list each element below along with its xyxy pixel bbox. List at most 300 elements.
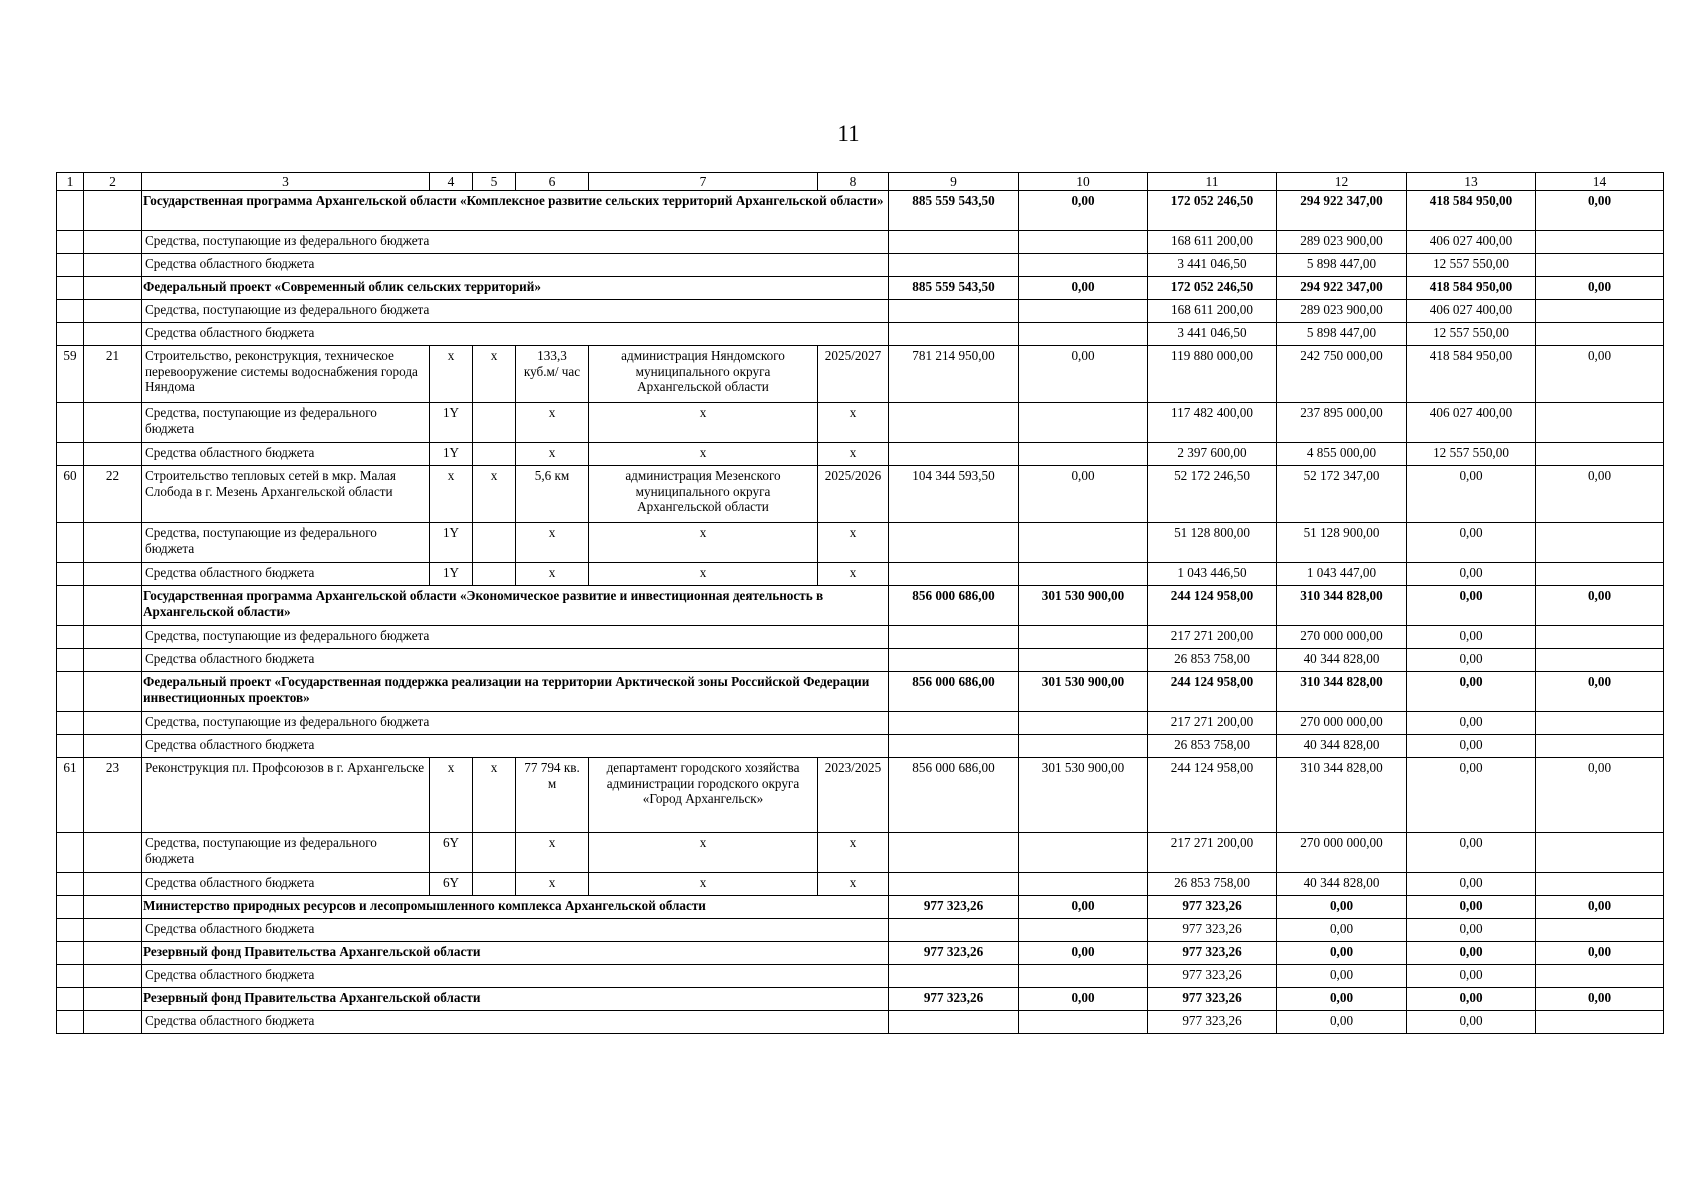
funding-source-label: Средства областного бюджета bbox=[142, 649, 889, 672]
capacity-cell: 133,3 куб.м/ час bbox=[516, 346, 589, 403]
amount-cell: 310 344 828,00 bbox=[1277, 672, 1407, 712]
table-row bbox=[57, 919, 1664, 942]
object-number-cell bbox=[84, 563, 142, 586]
amount-cell: 51 128 900,00 bbox=[1277, 523, 1407, 563]
amount-cell bbox=[889, 873, 1019, 896]
amount-cell: 3 441 046,50 bbox=[1148, 254, 1277, 277]
object-number-cell bbox=[84, 942, 142, 965]
budget-table bbox=[56, 172, 1664, 1034]
amount-cell: 0,00 bbox=[1407, 1011, 1536, 1034]
row-number-cell bbox=[57, 443, 84, 466]
amount-cell: 0,00 bbox=[1407, 626, 1536, 649]
funding-source-label: Средства, поступающие из федерального бюджета bbox=[142, 833, 430, 873]
object-number-cell bbox=[84, 712, 142, 735]
amount-cell: 0,00 bbox=[1407, 672, 1536, 712]
table-row bbox=[57, 649, 1664, 672]
table-row bbox=[57, 323, 1664, 346]
amount-cell: 0,00 bbox=[1019, 191, 1148, 231]
amount-cell bbox=[889, 965, 1019, 988]
amount-cell: 0,00 bbox=[1407, 942, 1536, 965]
amount-cell: 0,00 bbox=[1019, 277, 1148, 300]
amount-cell bbox=[1019, 443, 1148, 466]
amount-cell bbox=[1019, 735, 1148, 758]
amount-cell bbox=[1019, 1011, 1148, 1034]
amount-cell: 117 482 400,00 bbox=[1148, 403, 1277, 443]
funding-source-label: Средства, поступающие из федерального бюджета bbox=[142, 231, 889, 254]
amount-cell: 0,00 bbox=[1536, 942, 1664, 965]
amount-cell bbox=[1536, 403, 1664, 443]
amount-cell: 0,00 bbox=[1536, 672, 1664, 712]
amount-cell bbox=[1536, 323, 1664, 346]
amount-cell: 310 344 828,00 bbox=[1277, 586, 1407, 626]
period-cell: x bbox=[818, 873, 889, 896]
amount-cell: 12 557 550,00 bbox=[1407, 323, 1536, 346]
row-number-cell bbox=[57, 649, 84, 672]
amount-cell: 406 027 400,00 bbox=[1407, 231, 1536, 254]
amount-cell bbox=[889, 523, 1019, 563]
section-title: Государственная программа Архангельской области «Комплексное развитие сельских территорий Архангельской области» bbox=[142, 191, 889, 231]
funding-source-label: Средства областного бюджета bbox=[142, 735, 889, 758]
table-row bbox=[57, 873, 1664, 896]
amount-cell: 0,00 bbox=[1407, 712, 1536, 735]
table-row bbox=[57, 1011, 1664, 1034]
table-row bbox=[57, 277, 1664, 300]
amount-cell: 0,00 bbox=[1536, 466, 1664, 523]
column-number: 11 bbox=[1148, 173, 1277, 191]
amount-cell: 244 124 958,00 bbox=[1148, 672, 1277, 712]
amount-cell: 1 043 446,50 bbox=[1148, 563, 1277, 586]
amount-cell bbox=[1536, 231, 1664, 254]
amount-cell bbox=[1536, 254, 1664, 277]
code-cell bbox=[473, 873, 516, 896]
amount-cell bbox=[1019, 873, 1148, 896]
code-cell: 1Y bbox=[430, 443, 473, 466]
customer-cell: x bbox=[589, 833, 818, 873]
amount-cell: 217 271 200,00 bbox=[1148, 626, 1277, 649]
amount-cell bbox=[889, 626, 1019, 649]
table-row bbox=[57, 231, 1664, 254]
amount-cell: 977 323,26 bbox=[889, 988, 1019, 1011]
table-row bbox=[57, 965, 1664, 988]
customer-cell: x bbox=[589, 523, 818, 563]
amount-cell: 168 611 200,00 bbox=[1148, 231, 1277, 254]
amount-cell: 856 000 686,00 bbox=[889, 758, 1019, 833]
amount-cell: 0,00 bbox=[1277, 896, 1407, 919]
table-row bbox=[57, 443, 1664, 466]
amount-cell: 26 853 758,00 bbox=[1148, 649, 1277, 672]
amount-cell: 0,00 bbox=[1407, 919, 1536, 942]
amount-cell: 26 853 758,00 bbox=[1148, 735, 1277, 758]
column-number: 13 bbox=[1407, 173, 1536, 191]
amount-cell bbox=[1536, 833, 1664, 873]
amount-cell: 977 323,26 bbox=[1148, 988, 1277, 1011]
amount-cell: 0,00 bbox=[1407, 873, 1536, 896]
table-row bbox=[57, 254, 1664, 277]
amount-cell: 0,00 bbox=[1536, 988, 1664, 1011]
amount-cell: 0,00 bbox=[1536, 758, 1664, 833]
amount-cell: 289 023 900,00 bbox=[1277, 300, 1407, 323]
amount-cell bbox=[889, 919, 1019, 942]
row-number-cell bbox=[57, 323, 84, 346]
row-number-cell bbox=[57, 231, 84, 254]
amount-cell: 12 557 550,00 bbox=[1407, 254, 1536, 277]
amount-cell: 0,00 bbox=[1019, 988, 1148, 1011]
period-cell: 2025/2027 bbox=[818, 346, 889, 403]
object-number-cell bbox=[84, 735, 142, 758]
amount-cell bbox=[1019, 919, 1148, 942]
customer-cell: x bbox=[589, 443, 818, 466]
customer-cell: x bbox=[589, 563, 818, 586]
amount-cell bbox=[1019, 833, 1148, 873]
amount-cell: 977 323,26 bbox=[1148, 965, 1277, 988]
row-number-cell bbox=[57, 833, 84, 873]
table-row bbox=[57, 191, 1664, 231]
amount-cell: 406 027 400,00 bbox=[1407, 403, 1536, 443]
amount-cell bbox=[1536, 1011, 1664, 1034]
column-number: 14 bbox=[1536, 173, 1664, 191]
funding-source-label: Средства, поступающие из федерального бюджета bbox=[142, 300, 889, 323]
amount-cell: 0,00 bbox=[1019, 896, 1148, 919]
amount-cell: 294 922 347,00 bbox=[1277, 191, 1407, 231]
amount-cell: 0,00 bbox=[1277, 988, 1407, 1011]
object-number-cell bbox=[84, 626, 142, 649]
column-number: 7 bbox=[589, 173, 818, 191]
amount-cell: 856 000 686,00 bbox=[889, 586, 1019, 626]
column-number-row bbox=[57, 173, 1664, 191]
amount-cell: 172 052 246,50 bbox=[1148, 277, 1277, 300]
amount-cell: 289 023 900,00 bbox=[1277, 231, 1407, 254]
row-number-cell bbox=[57, 586, 84, 626]
section-title: Государственная программа Архангельской области «Экономическое развитие и инвестиционная деятельность в Архангельской области» bbox=[142, 586, 889, 626]
amount-cell: 0,00 bbox=[1277, 1011, 1407, 1034]
customer-cell: администрация Мезенского муниципального округа Архангельской области bbox=[589, 466, 818, 523]
amount-cell: 301 530 900,00 bbox=[1019, 758, 1148, 833]
amount-cell bbox=[1536, 300, 1664, 323]
funding-source-label: Средства областного бюджета bbox=[142, 1011, 889, 1034]
amount-cell: 418 584 950,00 bbox=[1407, 277, 1536, 300]
amount-cell: 0,00 bbox=[1407, 965, 1536, 988]
amount-cell bbox=[1536, 735, 1664, 758]
amount-cell: 172 052 246,50 bbox=[1148, 191, 1277, 231]
amount-cell bbox=[889, 231, 1019, 254]
amount-cell bbox=[889, 833, 1019, 873]
row-number-cell bbox=[57, 672, 84, 712]
column-number: 6 bbox=[516, 173, 589, 191]
code-cell: 1Y bbox=[430, 523, 473, 563]
amount-cell: 0,00 bbox=[1536, 586, 1664, 626]
table-row bbox=[57, 626, 1664, 649]
amount-cell bbox=[1019, 563, 1148, 586]
code-cell: 1Y bbox=[430, 563, 473, 586]
period-cell: x bbox=[818, 443, 889, 466]
code-cell bbox=[473, 563, 516, 586]
amount-cell: 2 397 600,00 bbox=[1148, 443, 1277, 466]
code-cell: x bbox=[430, 346, 473, 403]
row-number-cell bbox=[57, 563, 84, 586]
amount-cell: 0,00 bbox=[1536, 191, 1664, 231]
capacity-cell: x bbox=[516, 523, 589, 563]
amount-cell bbox=[889, 563, 1019, 586]
amount-cell: 40 344 828,00 bbox=[1277, 735, 1407, 758]
period-cell: x bbox=[818, 523, 889, 563]
code-cell bbox=[473, 523, 516, 563]
period-cell: x bbox=[818, 403, 889, 443]
amount-cell bbox=[1019, 626, 1148, 649]
funding-source-label: Средства областного бюджета bbox=[142, 254, 889, 277]
table-row bbox=[57, 403, 1664, 443]
code-cell bbox=[473, 443, 516, 466]
amount-cell bbox=[1019, 323, 1148, 346]
object-number-cell bbox=[84, 300, 142, 323]
amount-cell: 0,00 bbox=[1407, 735, 1536, 758]
capacity-cell: x bbox=[516, 873, 589, 896]
table-row bbox=[57, 563, 1664, 586]
row-number-cell: 59 bbox=[57, 346, 84, 403]
amount-cell: 0,00 bbox=[1407, 896, 1536, 919]
row-number-cell bbox=[57, 896, 84, 919]
funding-source-label: Средства, поступающие из федерального бюджета bbox=[142, 626, 889, 649]
amount-cell: 0,00 bbox=[1407, 649, 1536, 672]
amount-cell: 310 344 828,00 bbox=[1277, 758, 1407, 833]
table-row bbox=[57, 300, 1664, 323]
column-number: 9 bbox=[889, 173, 1019, 191]
period-cell: 2023/2025 bbox=[818, 758, 889, 833]
amount-cell bbox=[889, 735, 1019, 758]
amount-cell: 5 898 447,00 bbox=[1277, 323, 1407, 346]
row-number-cell: 61 bbox=[57, 758, 84, 833]
object-number-cell bbox=[84, 191, 142, 231]
row-number-cell bbox=[57, 191, 84, 231]
amount-cell: 237 895 000,00 bbox=[1277, 403, 1407, 443]
amount-cell: 0,00 bbox=[1277, 942, 1407, 965]
table-row bbox=[57, 942, 1664, 965]
amount-cell: 51 128 800,00 bbox=[1148, 523, 1277, 563]
amount-cell: 977 323,26 bbox=[1148, 1011, 1277, 1034]
amount-cell: 0,00 bbox=[1407, 758, 1536, 833]
amount-cell bbox=[889, 300, 1019, 323]
amount-cell: 0,00 bbox=[1407, 466, 1536, 523]
amount-cell: 0,00 bbox=[1277, 919, 1407, 942]
object-number-cell bbox=[84, 231, 142, 254]
column-number: 1 bbox=[57, 173, 84, 191]
row-number-cell bbox=[57, 1011, 84, 1034]
row-number-cell bbox=[57, 735, 84, 758]
amount-cell: 3 441 046,50 bbox=[1148, 323, 1277, 346]
amount-cell: 856 000 686,00 bbox=[889, 672, 1019, 712]
column-number: 5 bbox=[473, 173, 516, 191]
object-number-cell bbox=[84, 965, 142, 988]
amount-cell: 12 557 550,00 bbox=[1407, 443, 1536, 466]
row-number-cell bbox=[57, 626, 84, 649]
period-cell: 2025/2026 bbox=[818, 466, 889, 523]
amount-cell bbox=[1019, 649, 1148, 672]
amount-cell bbox=[889, 443, 1019, 466]
amount-cell: 781 214 950,00 bbox=[889, 346, 1019, 403]
amount-cell: 885 559 543,50 bbox=[889, 191, 1019, 231]
column-number: 12 bbox=[1277, 173, 1407, 191]
amount-cell bbox=[889, 323, 1019, 346]
amount-cell: 217 271 200,00 bbox=[1148, 833, 1277, 873]
amount-cell bbox=[1536, 563, 1664, 586]
amount-cell: 0,00 bbox=[1407, 563, 1536, 586]
object-number-cell bbox=[84, 523, 142, 563]
row-number-cell: 60 bbox=[57, 466, 84, 523]
amount-cell: 0,00 bbox=[1019, 942, 1148, 965]
period-cell: x bbox=[818, 833, 889, 873]
section-title: Резервный фонд Правительства Архангельской области bbox=[142, 988, 889, 1011]
amount-cell bbox=[1019, 231, 1148, 254]
amount-cell: 0,00 bbox=[1407, 833, 1536, 873]
period-cell: x bbox=[818, 563, 889, 586]
capacity-cell: x bbox=[516, 563, 589, 586]
funding-source-label: Средства областного бюджета bbox=[142, 443, 430, 466]
funding-source-label: Средства областного бюджета bbox=[142, 965, 889, 988]
amount-cell: 26 853 758,00 bbox=[1148, 873, 1277, 896]
amount-cell: 4 855 000,00 bbox=[1277, 443, 1407, 466]
amount-cell bbox=[1019, 254, 1148, 277]
amount-cell: 418 584 950,00 bbox=[1407, 191, 1536, 231]
amount-cell bbox=[1536, 919, 1664, 942]
amount-cell: 40 344 828,00 bbox=[1277, 649, 1407, 672]
object-number-cell bbox=[84, 443, 142, 466]
amount-cell bbox=[1536, 523, 1664, 563]
funding-source-label: Средства, поступающие из федерального бюджета bbox=[142, 403, 430, 443]
amount-cell: 0,00 bbox=[1407, 523, 1536, 563]
table-row bbox=[57, 466, 1664, 523]
object-number-cell: 23 bbox=[84, 758, 142, 833]
amount-cell: 0,00 bbox=[1407, 988, 1536, 1011]
amount-cell: 0,00 bbox=[1019, 466, 1148, 523]
amount-cell: 270 000 000,00 bbox=[1277, 833, 1407, 873]
row-number-cell bbox=[57, 965, 84, 988]
row-number-cell bbox=[57, 919, 84, 942]
amount-cell bbox=[1536, 443, 1664, 466]
capacity-cell: x bbox=[516, 443, 589, 466]
amount-cell: 119 880 000,00 bbox=[1148, 346, 1277, 403]
object-number-cell bbox=[84, 277, 142, 300]
object-name: Реконструкция пл. Профсоюзов в г. Архангельске bbox=[142, 758, 430, 833]
object-number-cell bbox=[84, 672, 142, 712]
code-cell bbox=[473, 403, 516, 443]
amount-cell: 244 124 958,00 bbox=[1148, 758, 1277, 833]
column-number: 8 bbox=[818, 173, 889, 191]
table-row bbox=[57, 758, 1664, 833]
object-number-cell bbox=[84, 896, 142, 919]
customer-cell: департамент городского хозяйства администрации городского округа «Город Архангельск» bbox=[589, 758, 818, 833]
row-number-cell bbox=[57, 988, 84, 1011]
page-number: 11 bbox=[837, 121, 860, 146]
amount-cell bbox=[1536, 965, 1664, 988]
row-number-cell bbox=[57, 523, 84, 563]
table-row bbox=[57, 712, 1664, 735]
object-number-cell bbox=[84, 1011, 142, 1034]
funding-source-label: Средства областного бюджета bbox=[142, 323, 889, 346]
table-row bbox=[57, 672, 1664, 712]
section-title: Федеральный проект «Современный облик сельских территорий» bbox=[142, 277, 889, 300]
amount-cell: 40 344 828,00 bbox=[1277, 873, 1407, 896]
table-body bbox=[57, 173, 1664, 1034]
object-number-cell bbox=[84, 254, 142, 277]
code-cell: 6Y bbox=[430, 873, 473, 896]
amount-cell bbox=[889, 712, 1019, 735]
object-number-cell bbox=[84, 323, 142, 346]
budget-table-container bbox=[56, 172, 1664, 1034]
amount-cell: 294 922 347,00 bbox=[1277, 277, 1407, 300]
row-number-cell bbox=[57, 712, 84, 735]
amount-cell: 217 271 200,00 bbox=[1148, 712, 1277, 735]
amount-cell bbox=[1019, 712, 1148, 735]
table-row bbox=[57, 833, 1664, 873]
amount-cell: 418 584 950,00 bbox=[1407, 346, 1536, 403]
column-number: 3 bbox=[142, 173, 430, 191]
row-number-cell bbox=[57, 254, 84, 277]
code-cell: x bbox=[473, 466, 516, 523]
amount-cell: 977 323,26 bbox=[889, 896, 1019, 919]
code-cell: x bbox=[430, 758, 473, 833]
table-row bbox=[57, 523, 1664, 563]
row-number-cell bbox=[57, 403, 84, 443]
code-cell bbox=[473, 833, 516, 873]
code-cell: 1Y bbox=[430, 403, 473, 443]
amount-cell: 270 000 000,00 bbox=[1277, 712, 1407, 735]
amount-cell: 244 124 958,00 bbox=[1148, 586, 1277, 626]
funding-source-label: Средства областного бюджета bbox=[142, 919, 889, 942]
amount-cell: 242 750 000,00 bbox=[1277, 346, 1407, 403]
amount-cell bbox=[1536, 626, 1664, 649]
object-number-cell bbox=[84, 586, 142, 626]
amount-cell: 0,00 bbox=[1019, 346, 1148, 403]
amount-cell: 0,00 bbox=[1536, 277, 1664, 300]
row-number-cell bbox=[57, 942, 84, 965]
amount-cell: 301 530 900,00 bbox=[1019, 586, 1148, 626]
object-number-cell bbox=[84, 649, 142, 672]
column-number: 4 bbox=[430, 173, 473, 191]
code-cell: x bbox=[473, 758, 516, 833]
funding-source-label: Средства, поступающие из федерального бюджета bbox=[142, 523, 430, 563]
object-number-cell bbox=[84, 873, 142, 896]
amount-cell: 1 043 447,00 bbox=[1277, 563, 1407, 586]
section-title: Федеральный проект «Государственная поддержка реализации на территории Арктической зоны Российской Федерации инвестиционных проектов» bbox=[142, 672, 889, 712]
amount-cell bbox=[1536, 649, 1664, 672]
funding-source-label: Средства областного бюджета bbox=[142, 873, 430, 896]
capacity-cell: x bbox=[516, 403, 589, 443]
table-row bbox=[57, 735, 1664, 758]
amount-cell bbox=[1019, 965, 1148, 988]
table-row bbox=[57, 586, 1664, 626]
code-cell: x bbox=[430, 466, 473, 523]
code-cell: x bbox=[473, 346, 516, 403]
customer-cell: x bbox=[589, 873, 818, 896]
amount-cell: 0,00 bbox=[1407, 586, 1536, 626]
funding-source-label: Средства областного бюджета bbox=[142, 563, 430, 586]
amount-cell: 270 000 000,00 bbox=[1277, 626, 1407, 649]
amount-cell bbox=[1536, 712, 1664, 735]
amount-cell bbox=[1019, 523, 1148, 563]
column-number: 2 bbox=[84, 173, 142, 191]
capacity-cell: x bbox=[516, 833, 589, 873]
amount-cell: 52 172 347,00 bbox=[1277, 466, 1407, 523]
amount-cell bbox=[1019, 300, 1148, 323]
object-number-cell bbox=[84, 919, 142, 942]
amount-cell: 0,00 bbox=[1277, 965, 1407, 988]
amount-cell: 104 344 593,50 bbox=[889, 466, 1019, 523]
amount-cell: 52 172 246,50 bbox=[1148, 466, 1277, 523]
object-name: Строительство, реконструкция, техническое перевооружение системы водоснабжения города Няндома bbox=[142, 346, 430, 403]
amount-cell: 977 323,26 bbox=[1148, 919, 1277, 942]
customer-cell: x bbox=[589, 403, 818, 443]
object-number-cell bbox=[84, 403, 142, 443]
object-number-cell: 21 bbox=[84, 346, 142, 403]
